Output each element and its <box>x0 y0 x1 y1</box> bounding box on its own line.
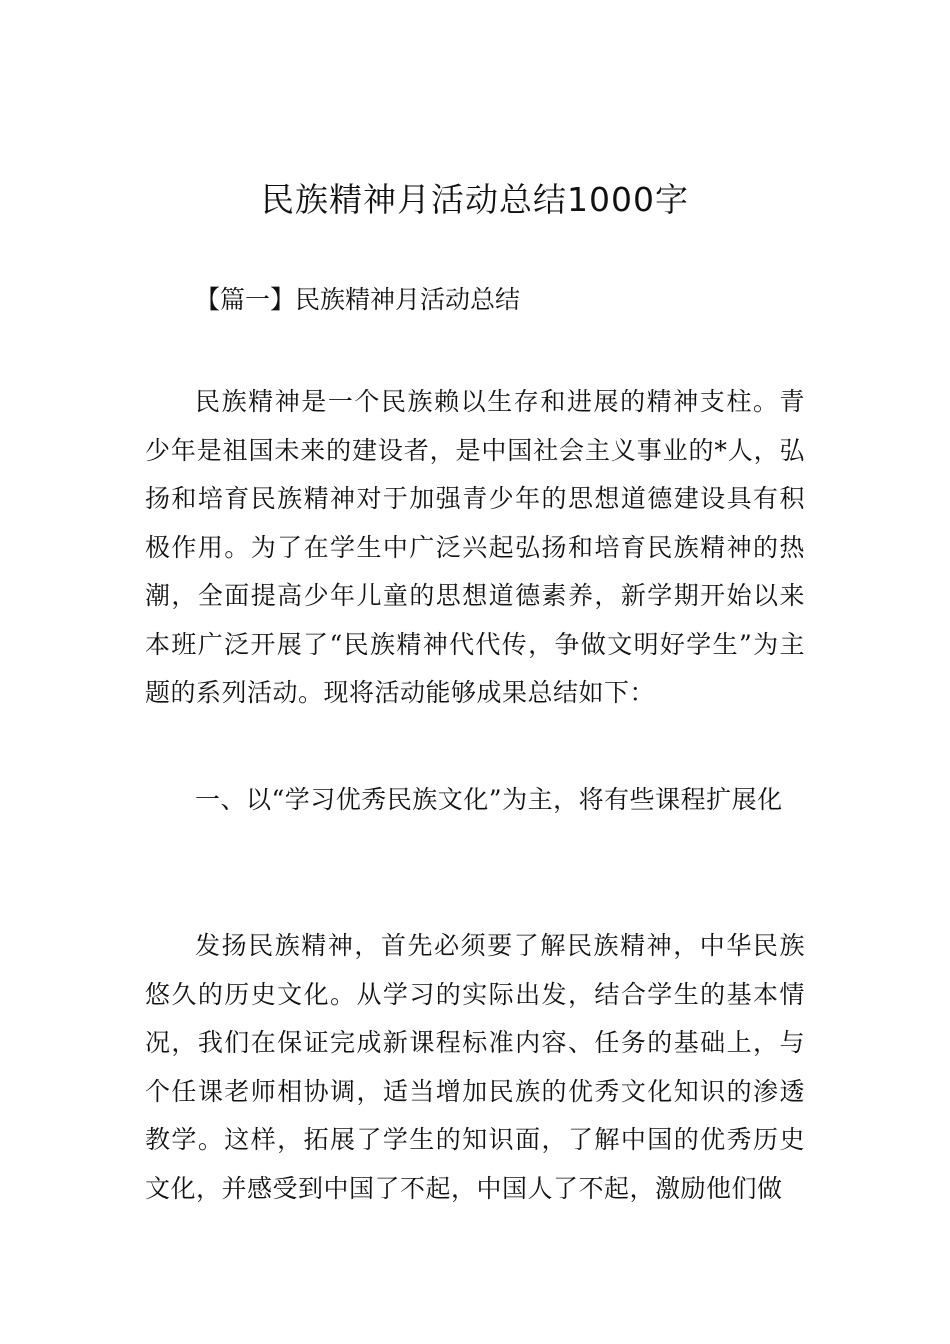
paragraph-intro: 民族精神是一个民族赖以生存和进展的精神支柱。青少年是祖国未来的建设者，是中国社会主义事业的*人，弘扬和培育民族精神对于加强青少年的思想道德建设具有积极作用。为了在学生中广泛兴起弘扬和培育民族精神的热潮，全面提高少年儿童的思想道德素养，新学期开始以来本班广泛开展了“民族精神代代传，争做文明好学生”为主题的系列活动。现将活动能够成果总结如下： <box>145 387 805 707</box>
paragraph-body: 发扬民族精神，首先必须要了解民族精神，中华民族悠久的历史文化。从学习的实际出发，结合学生的基本情况，我们在保证完成新课程标准内容、任务的基础上，与个任课老师相协调，适当增加民族的优秀文化知识的渗透教学。这样，拓展了学生的知识面，了解中国的优秀历史文化，并感受到中国了不起，中国人了不起，激励他们做 <box>145 931 805 1203</box>
page-title: 民族精神月活动总结1000字 <box>261 180 689 219</box>
subheading-one: 一、以“学习优秀民族文化”为主，将有些课程扩展化 <box>195 785 783 814</box>
section-heading: 【篇一】民族精神月活动总结 <box>195 285 521 314</box>
